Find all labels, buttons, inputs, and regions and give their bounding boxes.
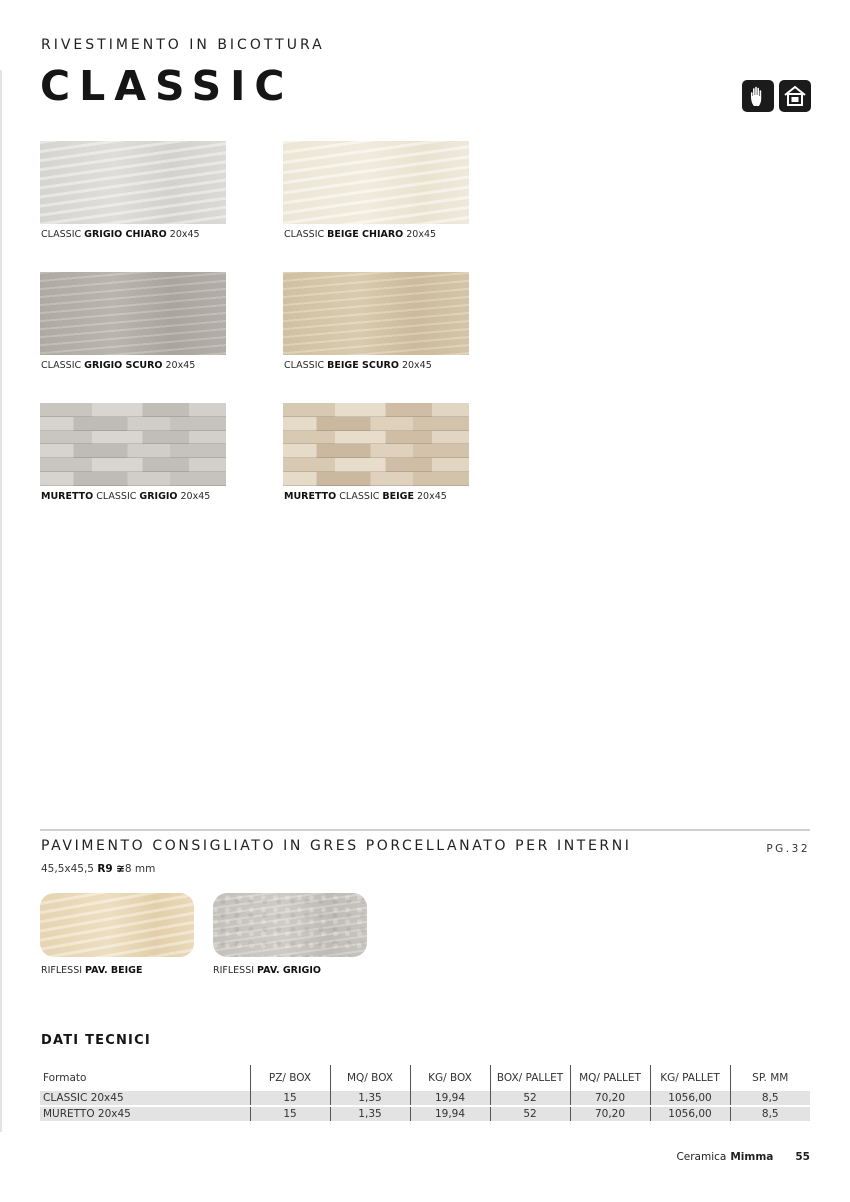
tile-swatch-beige-scuro [283, 272, 469, 355]
table-header: MQ/ BOX [330, 1065, 410, 1091]
table-cell: 70,20 [570, 1091, 650, 1106]
table-cell: CLASSIC 20x45 [40, 1091, 250, 1106]
page-edge-rule [0, 70, 2, 1132]
tile-label-muretto-beige: MURETTO CLASSIC BEIGE 20x45 [284, 491, 447, 502]
page-footer [676, 1151, 810, 1163]
brand-name: Mimma [730, 1151, 774, 1163]
table-row [40, 1091, 810, 1106]
table-header: Formato [43, 1072, 87, 1084]
table-header-row [40, 1065, 810, 1091]
tile-label-beige-chiaro: CLASSIC BEIGE CHIARO 20x45 [284, 229, 437, 240]
table-cell: 70,20 [570, 1106, 650, 1122]
table-cell: 52 [490, 1091, 570, 1106]
table-header: KG/ BOX [410, 1065, 490, 1091]
tile-swatch-beige-chiaro [283, 141, 469, 224]
table-cell: 8,5 [730, 1106, 810, 1122]
table-cell: 19,94 [410, 1106, 490, 1122]
table-header: SP. MM [730, 1065, 810, 1091]
company-name: Ceramica [676, 1151, 727, 1163]
usage-icons [742, 80, 811, 112]
tech-data-table [40, 1065, 810, 1123]
floor-label-grigio: RIFLESSI PAV. GRIGIO [213, 965, 321, 976]
table-header: BOX/ PALLET [490, 1065, 570, 1091]
tile-label-grigio-chiaro: CLASSIC GRIGIO CHIARO 20x45 [41, 229, 200, 240]
section-divider [40, 829, 810, 831]
floor-swatch-grigio [213, 893, 367, 957]
thickness-icon: ≆ [116, 863, 125, 875]
tile-label-grigio-scuro: CLASSIC GRIGIO SCURO 20x45 [41, 360, 196, 371]
table-header: PZ/ BOX [250, 1065, 330, 1091]
floor-section-title: PAVIMENTO CONSIGLIATO IN GRES PORCELLANATO PER INTERNI [41, 838, 632, 854]
tile-swatch-grigio-scuro [40, 272, 226, 355]
table-cell: MURETTO 20x45 [40, 1106, 250, 1122]
table-cell: 15 [250, 1091, 330, 1106]
table-row [40, 1106, 810, 1122]
house-icon [779, 80, 811, 112]
floor-label-beige: RIFLESSI PAV. BEIGE [41, 965, 143, 976]
collection-subtitle: RIVESTIMENTO IN BICOTTURA [41, 37, 325, 53]
table-cell: 19,94 [410, 1091, 490, 1106]
table-cell: 15 [250, 1106, 330, 1122]
table-cell: 1056,00 [650, 1091, 730, 1106]
floor-swatch-beige [40, 893, 194, 957]
tile-swatch-muretto-beige [283, 403, 469, 486]
table-cell: 1,35 [330, 1106, 410, 1122]
tile-swatch-grigio-chiaro [40, 141, 226, 224]
table-cell: 1,35 [330, 1091, 410, 1106]
tile-label-beige-scuro: CLASSIC BEIGE SCURO 20x45 [284, 360, 432, 371]
tile-swatch-muretto-grigio [40, 403, 226, 486]
hand-icon [742, 80, 774, 112]
table-cell: 52 [490, 1106, 570, 1122]
table-header: MQ/ PALLET [570, 1065, 650, 1091]
table-cell: 1056,00 [650, 1106, 730, 1122]
table-header: KG/ PALLET [650, 1065, 730, 1091]
collection-title: CLASSIC [40, 62, 294, 110]
floor-spec: 45,5x45,5 R9 ≆8 mm [41, 863, 156, 875]
page-number: 55 [795, 1151, 810, 1163]
tile-label-muretto-grigio: MURETTO CLASSIC GRIGIO 20x45 [41, 491, 211, 502]
table-cell: 8,5 [730, 1091, 810, 1106]
page-reference: PG.32 [766, 843, 810, 855]
tech-data-title: DATI TECNICI [41, 1033, 151, 1048]
